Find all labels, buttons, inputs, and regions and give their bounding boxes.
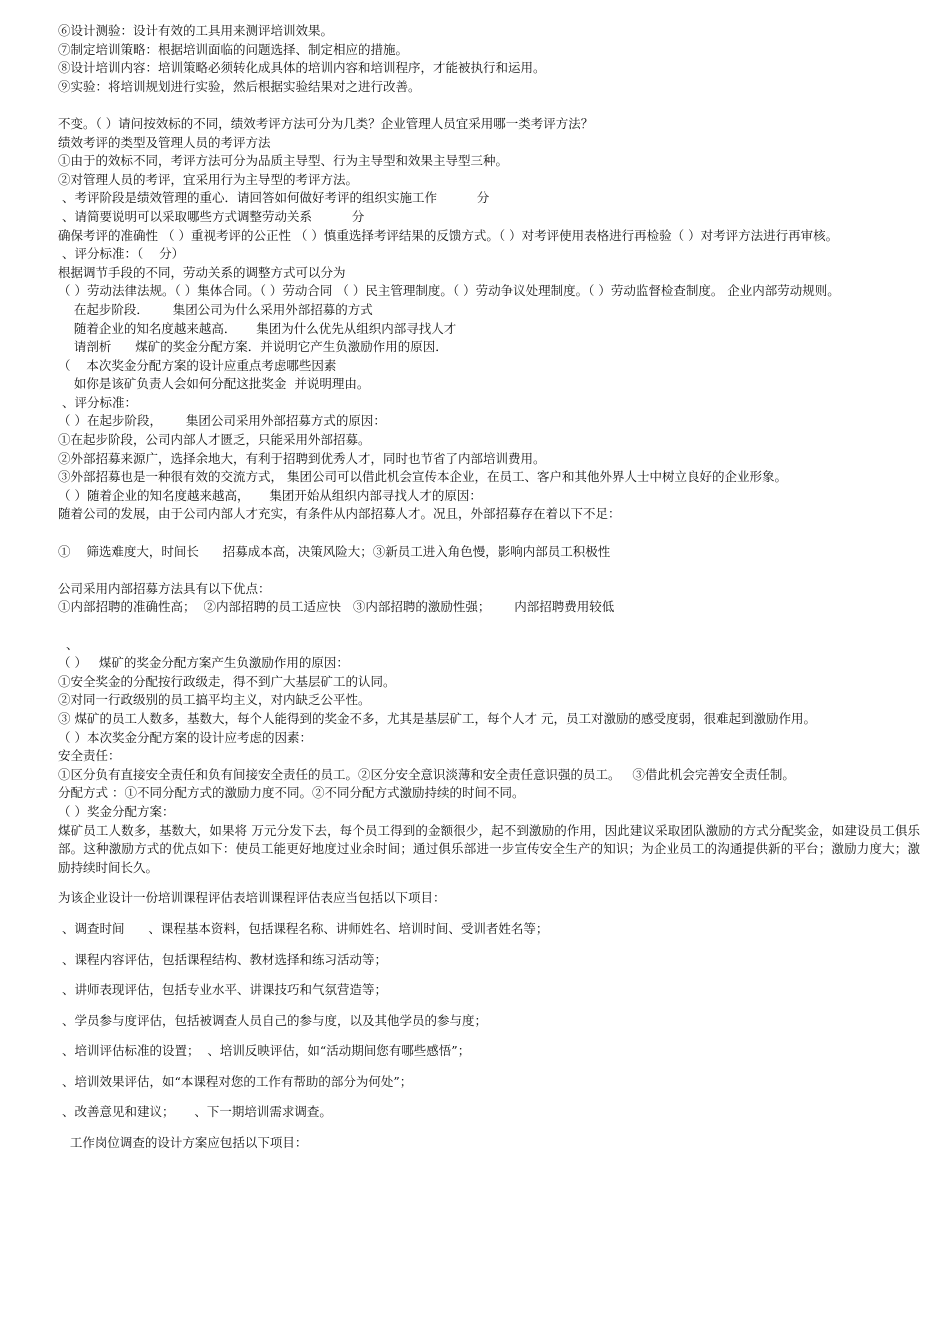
text-line: ⑦制定培训策略：根据培训面临的问题选择、制定相应的措施。 bbox=[58, 41, 409, 57]
text-line: 请剖析 煤矿的奖金分配方案．并说明它产生负激励作用的原因． bbox=[58, 339, 448, 355]
list-item: 、课程内容评估，包括课程结构、教材选择和练习活动等； bbox=[58, 951, 387, 967]
list-item: 、改善意见和建议； 、下一期培训需求调查。 bbox=[58, 1104, 332, 1120]
list-item: 、调查时间 、课程基本资料，包括课程名称、讲师姓名、培训时间、受训者姓名等； bbox=[58, 920, 549, 936]
text-line: 、 bbox=[58, 636, 79, 652]
text-line: （ ）本次奖金分配方案的设计应考虑的因素： bbox=[58, 729, 312, 745]
text-line: 在起步阶段． 集团公司为什么采用外部招募的方式 bbox=[58, 301, 373, 317]
text-line: 如你是该矿负责人会如何分配这批奖金 并说明理由。 bbox=[58, 376, 370, 392]
text-line: ① 筛选难度大，时间长 招募成本高，决策风险大；③新员工进入角色慢，影响内部员工积极性 bbox=[58, 543, 611, 559]
text-line: （ ）随着企业的知名度越来越高， 集团开始从组织内部寻找人才的原因： bbox=[58, 487, 482, 503]
text-line: （ ）在起步阶段， 集团公司采用外部招募方式的原因： bbox=[58, 413, 386, 429]
text-line: ⑨实验：将培训规划进行实验，然后根据实验结果对之进行改善。 bbox=[58, 78, 421, 94]
list-item: 、培训评估标准的设置； 、培训反映评估，如“活动期间您有哪些感悟”； bbox=[58, 1043, 471, 1059]
text-line: ①区分负有直接安全责任和负有间接安全责任的员工。②区分安全意识淡薄和安全责任意识强的员工。 ③借此机会完善安全责任制。 bbox=[58, 766, 795, 782]
text-line: ①在起步阶段，公司内部人才匮乏，只能采用外部招募。 bbox=[58, 432, 371, 448]
text-line: 随着公司的发展，由于公司内部人才充实，有条件从内部招募人才。况且，外部招募存在着以下不足： bbox=[58, 506, 621, 522]
text-line: 、评分标准：（ 分） bbox=[58, 246, 185, 262]
text-line: ⑧设计培训内容：培训策略必须转化成具体的培训内容和培训程序，才能被执行和运用。 bbox=[58, 60, 546, 76]
text-line: ②外部招募来源广，选择余地大，有利于招聘到优秀人才，同时也节省了内部培训费用。 bbox=[58, 450, 546, 466]
text-line: ①安全奖金的分配按行政级走，得不到广大基层矿工的认同。 bbox=[58, 673, 396, 689]
text-line: （ ）奖金分配方案： bbox=[58, 803, 175, 819]
text-line: 随着企业的知名度越来越高． 集团为什么优先从组织内部寻找人才 bbox=[58, 320, 457, 336]
text-line: ①内部招聘的准确性高； ②内部招聘的员工适应快 ③内部招聘的激励性强； 内部招聘费用较低 bbox=[58, 599, 615, 615]
list-item: 、培训效果评估，如“本课程对您的工作有帮助的部分为何处”； bbox=[58, 1073, 413, 1089]
text-line: ⑥设计测验：设计有效的工具用来测评培训效果。 bbox=[58, 23, 334, 38]
text-line: 、考评阶段是绩效管理的重心．请回答如何做好考评的组织实施工作 分 bbox=[58, 190, 490, 206]
text-line: 为该企业设计一份培训课程评估表培训课程评估表应当包括以下项目： bbox=[58, 890, 446, 906]
text-paragraph: ③ 煤矿的员工人数多，基数大，每个人能得到的奖金不多，尤其是基层矿工，每个人才 元，员工对激励的感受度弱，很难起到激励作用。 bbox=[58, 710, 816, 726]
list-item: 、学员参与度评估，包括被调查人员自己的参与度，以及其他学员的参与度； bbox=[58, 1012, 487, 1028]
text-line: （ ） 煤矿的奖金分配方案产生负激励作用的原因： bbox=[58, 655, 349, 671]
text-paragraph: （ ）劳动法律法规。（ ）集体合同。（ ）劳动合同 （ ）民主管理制度。（ ）劳动争议处理制度。（ ）劳动监督检查制度。 企业内部劳动规则。 bbox=[58, 283, 840, 299]
text-line: ①由于的效标不同，考评方法可分为品质主导型、行为主导型和效果主导型三种。 bbox=[58, 153, 509, 169]
text-line: 安全责任： bbox=[58, 748, 121, 764]
text-line: 分配方式 ：①不同分配方式的激励力度不同。②不同分配方式激励持续的时间不同。 bbox=[58, 785, 525, 801]
text-paragraph: 煤矿员工人数多，基数大，如果将 万元分发下去，每个员工得到的金额很少，起不到激励的作用，因此建议采取团队激励的方式分配奖金，如建设员工俱乐部。这种激励方式的优点如下：使员工能更好地度过业余时间；通过俱乐部进一步宣传安全生产的知识；为企业员工的沟通提供新的平台；激励力度大；激励持续时间长久。 bbox=[58, 822, 920, 875]
text-paragraph: 确保考评的准确性 （ ）重视考评的公正性 （ ）慎重选择考评结果的反馈方式。（ ）对考评使用表格进行再检验（ ）对考评方法进行再审核。 bbox=[58, 227, 839, 243]
text-line: ②对同一行政级别的员工搞平均主义，对内缺乏公平性。 bbox=[58, 692, 371, 708]
list-item: 、讲师表现评估，包括专业水平、讲课技巧和气氛营造等； bbox=[58, 982, 387, 998]
text-line: 不变。（ ）请问按效标的不同，绩效考评方法可分为几类？企业管理人员宜采用哪一类考评方法？ bbox=[58, 115, 594, 131]
text-paragraph: ③外部招募也是一种很有效的交流方式， 集团公司可以借此机会宣传本企业，在员工、客户和其他外界人士中树立良好的企业形象。 bbox=[58, 469, 787, 485]
text-line: ②对管理人员的考评，宜采用行为主导型的考评方法。 bbox=[58, 171, 359, 187]
text-line: 绩效考评的类型及管理人员的考评方法 bbox=[58, 134, 271, 150]
text-line: 、请简要说明可以采取哪些方式调整劳动关系 分 bbox=[58, 208, 365, 224]
document-page bbox=[58, 22, 920, 1153]
text-line: 工作岗位调查的设计方案应包括以下项目： bbox=[58, 1135, 308, 1151]
text-line: 公司采用内部招募方法具有以下优点： bbox=[58, 580, 271, 596]
text-line: （ 本次奖金分配方案的设计应重点考虑哪些因素 bbox=[58, 357, 337, 373]
text-line: 、评分标准： bbox=[58, 394, 137, 410]
text-line: 根据调节手段的不同，劳动关系的调整方式可以分为 bbox=[58, 264, 346, 280]
